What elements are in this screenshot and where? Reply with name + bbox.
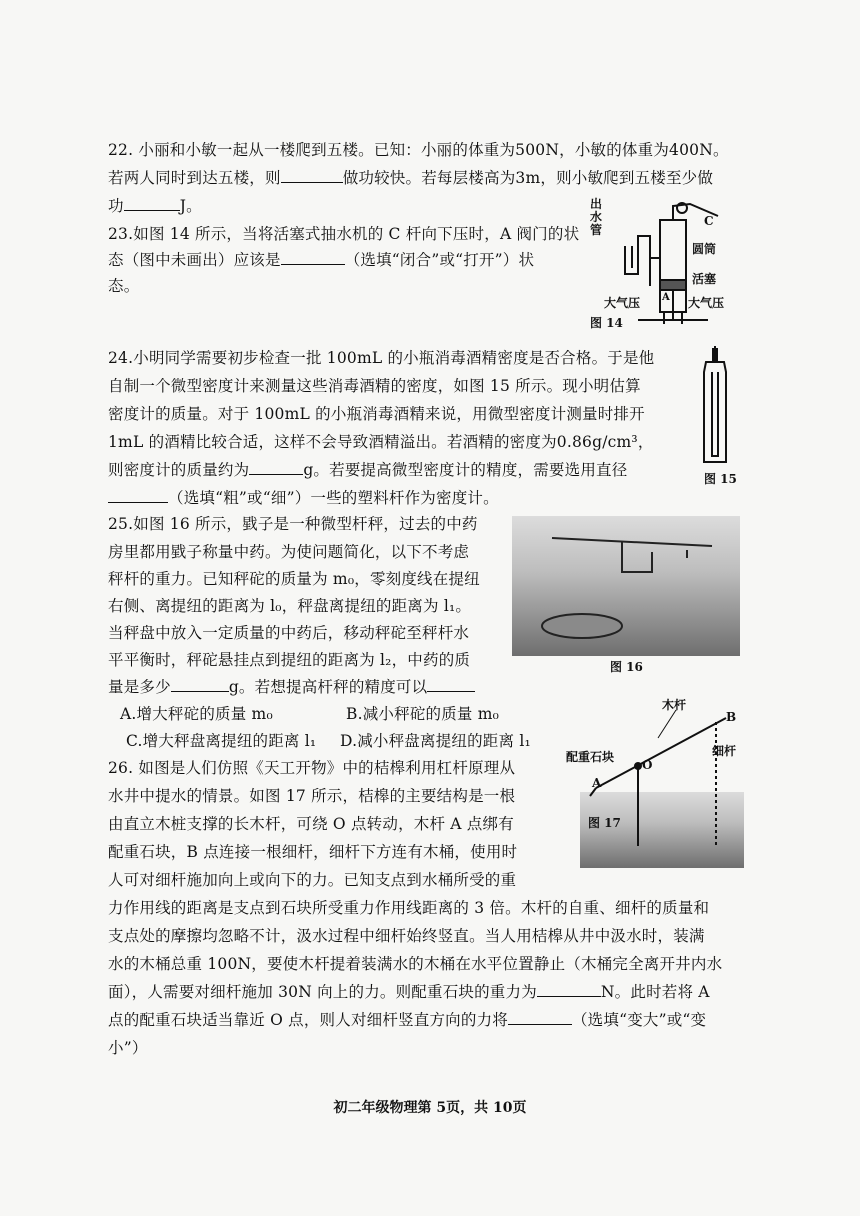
figure-17-well-sweep [566,696,746,876]
q22-line2 [108,166,713,188]
q24-line3: 密度计的质量。对于 100mL 的小瓶消毒酒精来说，用微型密度计测量时排开 [108,405,645,423]
q22-blank1[interactable] [281,168,343,183]
q23-blank[interactable] [281,250,345,265]
q26-line9 [108,980,710,1002]
q25-line2: 房里都用戥子称量中药。为使问题简化，以下不考虑 [108,543,470,561]
q26-line2: 水井中提水的情景。如图 17 所示，桔槔的主要结构是一根 [108,787,516,805]
q24-blank2[interactable] [108,488,168,503]
q25-option-b[interactable]: B.减小秤砣的质量 m₀ [346,705,500,723]
label-stone: 配重石块 [566,750,615,764]
q24-blank1[interactable] [249,460,303,475]
q22-text: J。 [179,197,202,215]
figure-14-label: 图 14 [590,316,623,330]
q23-line1: 23.如图 14 所示，当将活塞式抽水机的 C 杆向下压时，A 阀门的状 [108,225,580,243]
q26-line7: 支点处的摩擦均忽略不计，汲水过程中细杆始终竖直。当人用桔槔从井中汲水时，装满 [108,927,705,945]
steelyard-photo [512,516,740,656]
q23-text: （选填“闭合”或“打开”）状 [344,251,535,269]
page-footer: 初二年级物理第 5页，共 10页 [333,1100,527,1116]
label-a: A [592,776,602,790]
q26-blank2[interactable] [508,1010,572,1025]
q24-line6 [108,486,499,508]
q23-line3: 态。 [108,277,140,295]
label-c: C [704,214,714,228]
q25-line5: 当秤盘中放入一定质量的中药后，移动秤砣至秤杆水 [108,624,470,642]
label-atm-right: 大气压 [688,296,725,310]
q24-text: （选填“粗”或“细”）一些的塑料杆作为密度计。 [168,489,499,507]
q22-blank2[interactable] [124,196,180,211]
label-rod: 细杆 [712,744,737,758]
q26-blank1[interactable] [537,982,601,997]
q25-option-a[interactable]: A.增大秤砣的质量 m₀ [120,705,273,723]
q22-line1: 22. 小丽和小敏一起从一楼爬到五楼。已知：小丽的体重为500N，小敏的体重为400N。 [108,141,729,159]
label-a: A [662,292,670,303]
q23-text: 态（图中未画出）应该是 [108,251,281,269]
q26-text: 面），人需要对细杆施加 30N 向上的力。则配重石块的重力为 [108,983,537,1001]
figure-16-photo [512,516,740,656]
q25-line7 [108,675,475,697]
figure-16-label: 图 16 [610,660,643,674]
q24-line1: 24.小明同学需要初步检查一批 100mL 的小瓶消毒酒精密度是否合格。于是他 [108,349,655,367]
q22-text: 功 [108,197,124,215]
figure-14-pump [590,196,730,334]
q26-line3: 由直立木桩支撑的长木杆，可绕 O 点转动，木杆 A 点绑有 [108,815,514,833]
densimeter-diagram [690,344,750,469]
figure-15-densimeter [690,344,750,489]
q26-line11: 小”） [108,1039,148,1057]
q25-option-d[interactable]: D.减小秤盘离提纽的距离 l₁ [340,732,531,750]
q25-blank1[interactable] [171,677,229,692]
q24-line4: 1mL 的酒精比较合适，这样不会导致酒精溢出。若酒精的密度为0.86g/cm³， [108,433,654,451]
label-stick: 木杆 [662,698,687,712]
q26-line1: 26. 如图是人们仿照《天工开物》中的桔槔利用杠杆原理从 [108,759,516,777]
label-b: B [726,710,737,724]
q25-line1: 25.如图 16 所示，戥子是一种微型杆秤，过去的中药 [108,515,478,533]
q25-line6: 平平衡时，秤砣悬挂点到提纽的距离为 l₂，中药的质 [108,651,471,669]
q22-text: 做功较快。若每层楼高为3m，则小敏爬到五楼至少做 [342,169,714,187]
q25-line4: 右侧、离提纽的距离为 l₀，秤盘离提纽的距离为 l₁。 [108,597,472,615]
label-cylinder: 圆筒 [692,242,717,256]
q26-text: N。此时若将 A [600,983,710,1001]
q25-line3: 秤杆的重力。已知秤砣的质量为 m₀，零刻度线在提纽 [108,570,480,588]
q25-blank2[interactable] [427,677,475,692]
q22-line3 [108,194,202,216]
label-outlet: 出水管 [590,197,603,237]
q25-text: g。若想提高杆秤的精度可以 [228,678,428,696]
q26-text: （选填“变大”或“变 [571,1011,707,1029]
q26-line5: 人可对细杆施加向上或向下的力。已知支点到水桶所受的重 [108,871,517,889]
figure-17-label: 图 17 [588,816,621,830]
label-piston: 活塞 [692,272,717,286]
q24-line5 [108,458,627,480]
q26-line4: 配重石块，B 点连接一根细杆，细杆下方连有木桶，使用时 [108,843,518,861]
q25-text: 量是多少 [108,678,171,696]
q24-text: g。若要提高微型密度计的精度，需要选用直径 [303,461,628,479]
q26-line10 [108,1008,706,1030]
q24-line2: 自制一个微型密度计来测量这些消毒酒精的密度，如图 15 所示。现小明估算 [108,377,641,395]
q23-line2 [108,248,534,270]
q26-line8: 水的木桶总重 100N，要使木杆提着装满水的木桶在水平位置静止（木桶完全离开井内水 [108,955,723,973]
label-atm-left: 大气压 [604,296,641,310]
q22-text: 若两人同时到达五楼，则 [108,169,281,187]
label-o: O [642,758,653,772]
q25-option-c[interactable]: C.增大秤盘离提纽的距离 l₁ [126,732,317,750]
q26-text: 点的配重石块适当靠近 O 点，则人对细杆竖直方向的力将 [108,1011,508,1029]
figure-15-label: 图 15 [704,472,737,486]
q26-line6: 力作用线的距离是支点到石块所受重力作用线距离的 3 倍。木杆的自重、细杆的质量和 [108,899,710,917]
q24-text: 则密度计的质量约为 [108,461,250,479]
